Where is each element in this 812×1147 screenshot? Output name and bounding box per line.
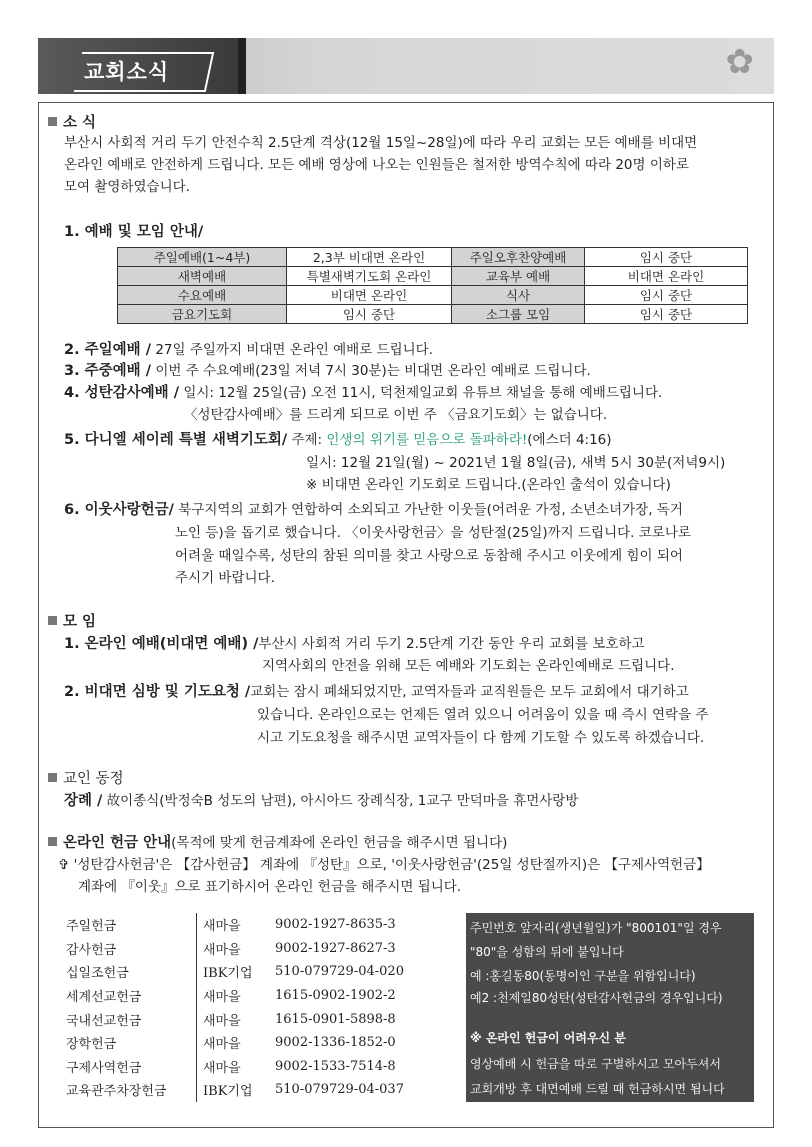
account-name: 감사헌금 — [60, 937, 197, 961]
account-name: 국내선교헌금 — [60, 1007, 197, 1031]
table-cell: 식사 — [452, 286, 585, 305]
meeting-item-2-line: 시고 기도요청을 해주시면 교역자들이 다 함께 기도할 수 있도록 하겠습니다. — [257, 730, 705, 746]
table-cell: 임시 중단 — [585, 248, 748, 267]
table-row — [60, 1007, 410, 1031]
offering-line-2: 계좌에 『이웃』으로 표기하시어 온라인 헌금을 해주시면 됩니다. — [78, 879, 462, 895]
news-item-6-line: 주시기 바랍니다. — [175, 570, 275, 586]
page-title: 교회소식 — [84, 60, 170, 84]
table-cell: 특별새벽기도회 온라인 — [287, 267, 452, 286]
news-line: 온라인 예배로 안전하게 드립니다. 모든 예배 영상에 나오는 인원들은 철저한 방역수칙에 따라 20명 이하로 — [64, 157, 689, 173]
note-line: 영상예배 시 헌금을 따로 구별하시고 모아두셔서 — [470, 1057, 721, 1071]
table-cell: 주일오후찬양예배 — [452, 248, 585, 267]
news-item-6: 6. 이웃사랑헌금/ 북구지역의 교회가 연합하여 소외되고 가난한 이웃들(어려운 가정, 소년소녀가장, 독거 — [64, 502, 683, 518]
news-item-6-line: 어려울 때일수록, 성탄의 참된 의미를 찾고 사랑으로 동참해 주시고 이웃에게 힘이 되어 — [175, 548, 683, 564]
offering-line-1: ✞ '성탄감사헌금'은 【감사헌금】 계좌에 『성탄』으로, '이웃사랑헌금'(25일 성탄절까지)은 【구제사역헌금】 — [58, 857, 710, 873]
cross-icon: ✞ — [58, 857, 70, 873]
account-bank: 새마을 — [203, 919, 241, 935]
account-bank: 새마을 — [203, 1060, 241, 1076]
meeting-heading: 모 임 — [48, 612, 96, 632]
account-name: 십일조헌금 — [60, 960, 197, 984]
news-item-5: 5. 다니엘 세이레 특별 새벽기도회/ 주제: 인생의 위기를 믿음으로 돌파하라!(에스더 4:16) — [64, 432, 612, 448]
account-name: 교육관주차장헌금 — [60, 1078, 197, 1102]
offering-note-panel — [466, 913, 754, 1102]
table-row — [60, 1055, 410, 1079]
offering-account-table — [60, 913, 410, 1102]
table-row — [60, 960, 410, 984]
table-cell: 금요기도회 — [118, 305, 287, 324]
meeting-item-1: 1. 온라인 예배(비대면 예배) /부산시 사회적 거리 두기 2.5단계 기간 동안 우리 교회를 보호하고 — [64, 636, 645, 652]
table-cell: 임시 중단 — [287, 305, 452, 324]
note-line: 교회개방 후 대면예배 드릴 때 헌금하시면 됩니다 — [470, 1082, 725, 1096]
account-number: 510-079729-04-020 — [275, 964, 404, 980]
news-item-4: 4. 성탄감사예배 / 일시: 12월 25일(금) 오전 11시, 덕천제일교회 유튜브 채널을 통해 예배드립니다. — [64, 385, 663, 401]
news-item-3: 3. 주중예배 / 이번 주 수요예배(23일 저녁 7시 30분)는 비대면 온라인 예배로 드립니다. — [64, 363, 591, 379]
table-row — [60, 937, 410, 961]
table-row — [60, 1078, 410, 1102]
table-row — [118, 267, 748, 286]
news-item-4-note: 〈성탄감사예배〉를 드리게 되므로 이번 주 〈금요기도회〉는 없습니다. — [184, 407, 608, 423]
account-number: 9002-1927-8635-3 — [275, 917, 396, 933]
table-cell: 수요예배 — [118, 286, 287, 305]
account-name: 주일헌금 — [60, 913, 197, 937]
table-cell: 비대면 온라인 — [287, 286, 452, 305]
member-heading: 교인 동정 — [48, 769, 124, 789]
flower-decoration-icon: ✿ — [725, 42, 754, 82]
table-cell: 임시 중단 — [585, 305, 748, 324]
meeting-item-2: 2. 비대면 심방 및 기도요청 /교회는 잠시 폐쇄되었지만, 교역자들과 교직원들은 모두 교회에서 대기하고 — [64, 684, 689, 700]
table-row — [60, 984, 410, 1008]
note-line: 예 :홍길동80(동명이인 구분을 위함입니다) — [470, 969, 696, 983]
note-line: "80"을 성함의 뒤에 붙입니다 — [470, 945, 624, 959]
table-row — [60, 1031, 410, 1055]
news-line: 부산시 사회적 거리 두기 안전수칙 2.5단계 격상(12월 15일~28일)에 따라 우리 교회는 모든 예배를 비대면 — [64, 135, 698, 151]
news-line: 모여 촬영하였습니다. — [64, 179, 190, 195]
account-number: 510-079729-04-037 — [275, 1082, 404, 1098]
table-cell: 2,3부 비대면 온라인 — [287, 248, 452, 267]
news-item-6-line: 노인 등)을 돕기로 했습니다. 〈이웃사랑헌금〉을 성탄절(25일)까지 드립니다. 코로나로 — [175, 525, 691, 541]
account-name: 구제사역헌금 — [60, 1055, 197, 1079]
account-name: 세계선교헌금 — [60, 984, 197, 1008]
table-row — [60, 913, 410, 937]
table-row — [118, 248, 748, 267]
meeting-item-1-line: 지역사회의 안전을 위해 모든 예배와 기도회는 온라인예배로 드립니다. — [262, 658, 675, 674]
news-heading: 소 식 — [48, 113, 96, 133]
table-row — [118, 286, 748, 305]
table-row — [118, 305, 748, 324]
meeting-item-2-line: 있습니다. 온라인으로는 언제든 열려 있으니 어려움이 있을 때 즉시 연락을 주 — [257, 707, 709, 723]
account-bank: 새마을 — [203, 942, 241, 958]
account-bank: IBK기업 — [203, 966, 253, 982]
table-cell: 주일예배(1~4부) — [118, 248, 287, 267]
account-number: 9002-1927-8627-3 — [275, 940, 396, 956]
account-number: 9002-1336-1852-0 — [275, 1035, 396, 1051]
page-header — [38, 38, 774, 94]
account-bank: IBK기업 — [203, 1084, 253, 1100]
news-item-5-note: ※ 비대면 온라인 기도회로 드립니다.(온라인 출석이 있습니다) — [306, 477, 671, 493]
table-cell: 교육부 예배 — [452, 267, 585, 286]
table-cell: 소그룹 모임 — [452, 305, 585, 324]
table-cell: 새벽예배 — [118, 267, 287, 286]
table-cell: 비대면 온라인 — [585, 267, 748, 286]
note-line: 주민번호 앞자리(생년월일)가 "800101"일 경우 — [470, 921, 722, 935]
member-funeral: 장례 / 故이종식(박정숙B 성도의 남편), 아시아드 장례식장, 1교구 만덕마을 휴먼사랑방 — [64, 793, 579, 809]
account-bank: 새마을 — [203, 1013, 241, 1029]
account-number: 1615-0902-1902-2 — [275, 988, 396, 1004]
account-bank: 새마을 — [203, 990, 241, 1006]
header-divider — [238, 38, 246, 94]
worship-guide-title: 1. 예배 및 모임 안내/ — [64, 224, 204, 240]
schedule-table — [117, 247, 748, 324]
note-line: ※ 온라인 헌금이 어려우신 분 — [470, 1031, 626, 1045]
news-item-5-date: 일시: 12월 21일(월) ~ 2021년 1월 8일(금), 새벽 5시 30분(저녁9시) — [306, 455, 726, 471]
account-name: 장학헌금 — [60, 1031, 197, 1055]
table-cell: 임시 중단 — [585, 286, 748, 305]
account-number: 1615-0901-5898-8 — [275, 1011, 396, 1027]
note-line: 예2 :천제일80성탄(성탄감사헌금의 경우입니다) — [470, 991, 723, 1005]
offering-heading: 온라인 헌금 안내(목적에 맞게 헌금계좌에 온라인 헌금을 해주시면 됩니다) — [48, 833, 507, 853]
news-item-2: 2. 주일예배 / 27일 주일까지 비대면 온라인 예배로 드립니다. — [64, 342, 433, 358]
account-bank: 새마을 — [203, 1037, 241, 1053]
account-number: 9002-1533-7514-8 — [275, 1058, 396, 1074]
